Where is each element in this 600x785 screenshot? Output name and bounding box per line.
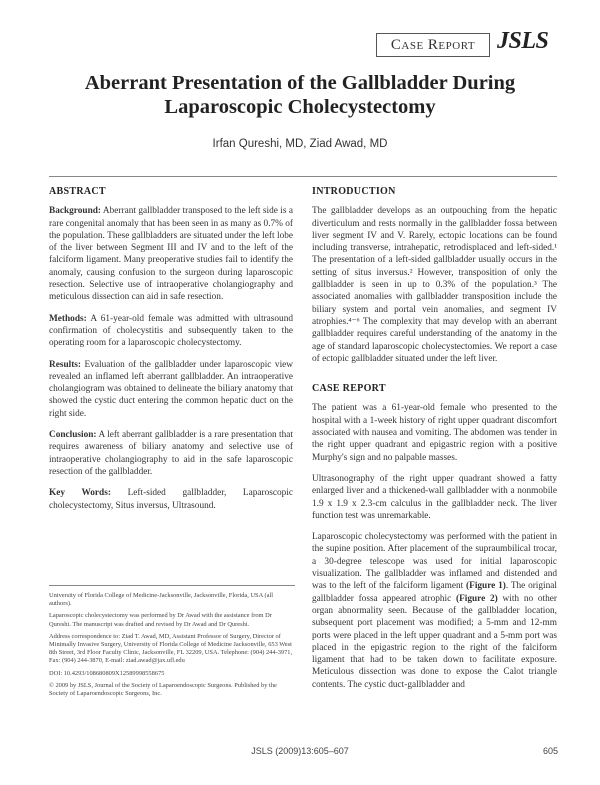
conclusion-text: A left aberrant gallbladder is a rare presentation that requires awareness of biliary anatomy and selective use of intraoperative cholangiography to aid in the safe laparoscopic resection of the gallbladder. [49,430,293,477]
results-label: Results: [49,359,82,370]
figure2-reference: (Figure 2) [456,593,498,604]
abstract-background [49,205,293,303]
case-report-para2: Ultrasonography of the right upper quadrant showed a fatty enlarged liver and a thickened-wall gallbladder with a nonmobile 1.9 x 1.9 x 2.3-cm calculus in the gallbladder neck. The liver function test was unremarkable. [312,473,557,521]
para3-part-b: . The original gallbladder fossa appeared atrophic [312,581,557,604]
abstract-results [49,359,293,420]
page-number: 605 [542,746,558,756]
case-report-heading: CASE REPORT [312,383,386,395]
background-text: Aberrant gallbladder transposed to the left side is a rare congenital anomaly that has been seen in as many as 0.7% of the population. These gallbladders are situated under the left lobe of the liver between Segment III and IV and to the left of the falciform ligament. Many preoperative studies fail to identify the anomaly, causing confusion to the surgeon during laparoscopic resection. Selective use of intraoperative cholangiography and meticulous dissection can aid in safe resection. [49,206,293,303]
article-authors: Irfan Qureshi, MD, Ziad Awad, MD [212,138,388,150]
background-label: Background: [49,206,102,217]
keywords-text: Left-sided gallbladder, Laparoscopic cholecystectomy, Situs inversus, Ultrasound. [49,488,294,511]
footnote-rule [49,585,295,586]
right-column [312,186,557,700]
footnotes [49,592,295,702]
methods-label: Methods: [49,313,87,324]
footnote-contribution: Laparoscopic cholecystectomy was performed by Dr Awad with the assistance from Dr Qureshi. The manuscript was drafted and revised by Dr Awad and Dr Qureshi. [49,612,272,628]
footnote-affiliation: University of Florida College of Medicine-Jacksonville, Jacksonville, Florida, USA (all authors). [49,592,273,608]
footnote-doi: DOI: 10.4293/108680809X12589998558675 [49,669,165,677]
abstract-keywords [49,487,293,512]
footer-citation: JSLS (2009)13:605–607 [251,746,349,756]
case-report-para3 [312,531,557,691]
para3-part-c: with no other organ abnormality seen. Because of the gallbladder location, subsequent port placement was modified; a 5-mm and 12-mm ports were placed in the left upper quadrant and a 5-mm port was placed in the epigastric region to the right of the falciform ligament that had to be taken down to facilitate exposure. Meticulous dissection was done to expose the Calot triangle contents. The cystic duct-gallbladder and [312,593,557,690]
article-title: Aberrant Presentation of the Gallbladder During Laparoscopic Cholecystectomy [84,72,516,118]
methods-text: A 61-year-old female was admitted with ultrasound confirmation of cholecystitis and subsequently taken to the operating room for a laparoscopic cholecystectomy. [49,313,293,349]
left-column [49,186,293,521]
footnote-correspondence: Address correspondence to: Ziad T. Awad, MD, Assistant Professor of Surgery, Director of Minimally Invasive Surgery, University of Florida College of Medicine Jacksonville, 653 West 8th Street, 3rd Floor Faculty Clinic, Jacksonville, FL 32209, USA. Telephone: (904) 244-3971, Fax: (904) 244-3870, E-mail: ziad.awad@jax.ufl.edu [49,632,293,665]
abstract-heading: ABSTRACT [49,186,106,197]
abstract-methods [49,313,293,350]
results-text: Evaluation of the gallbladder under laparoscopic view revealed an inflamed left aberrant gallbladder. An intraoperative cholangiogram was obtained to delineate the biliary anatomy that showed the cystic duct entering the common hepatic duct on the right side. [49,359,294,419]
section-spacer [312,374,557,383]
footnote-copyright: © 2009 by JSLS, Journal of the Society of Laparoendoscopic Surgeons. Published by the Society of Laparoendoscopic Surgeons, Inc. [49,681,277,698]
title-rule [49,176,557,177]
introduction-text: The gallbladder develops as an outpouching from the hepatic diverticulum and rests normally in the gallbladder fossa between liver segment IV and V. Rarely, ectopic locations can be found including transverse, intrahepatic, retrodisplaced and left-sided.¹ The presentation of a left-sided gallbladder usually occurs in the setting of situs inversus.² However, transposition of only the gallbladder is seen in up to 0.3% of the population.³ The associated anomalies with gallbladder transposition include the biliary system and portal vein anomalies, and segment IV atrophies.⁴⁻⁶ The complexity that may develop with an aberrant gallbladder requires careful understanding of the anatomy in the age of standard laparoscopic cholecystectomies. We report a case of ectopic gallbladder situated under the left liver. [312,206,557,364]
conclusion-label: Conclusion: [49,430,97,441]
abstract-conclusion [49,429,293,478]
keywords-label: Key Words: [49,488,111,499]
section-label: Case Report [376,33,490,57]
case-report-para1: The patient was a 61-year-old female who presented to the hospital with a 1-week history of right upper quadrant discomfort associated with nausea and vomiting. The abdomen was tender in the right upper quadrant and epigastric region with a positive Murphy's sign and no palpable masses. [312,403,557,463]
para3-part-a: Laparoscopic cholecystectomy was performed with the patient in the supine position. After placement of the supraumbilical trocar, a 30-degree telescope was used for initial laparoscopic visualization. The gallbladder was inflamed and distended and was to the left of the falciform ligament [312,532,557,592]
figure1-reference: (Figure 1) [466,581,506,592]
journal-logo: JSLS [497,28,549,54]
introduction-heading: INTRODUCTION [312,186,396,197]
